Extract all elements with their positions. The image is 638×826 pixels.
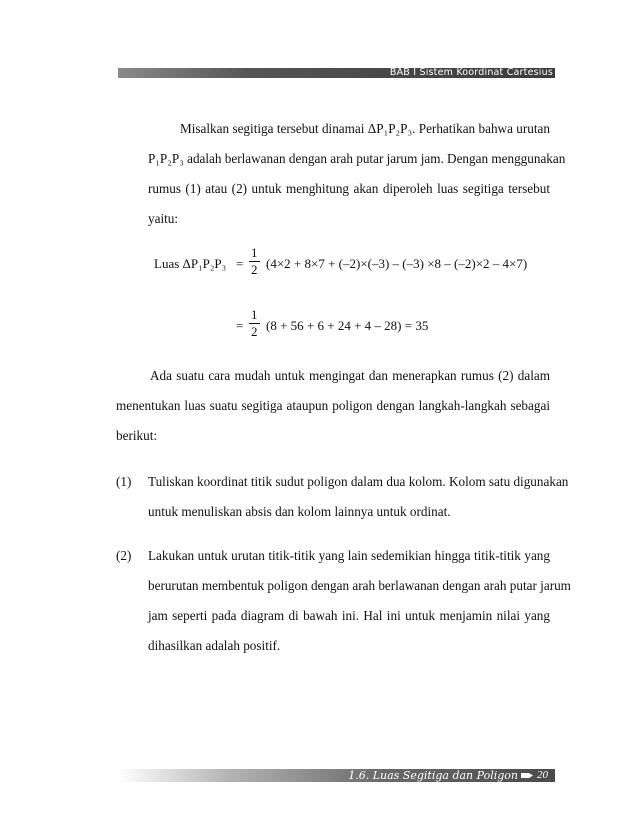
step-2-marker: (2) xyxy=(116,548,132,563)
equation-expr-2: (8 + 56 + 6 + 24 + 4 – 28) = 35 xyxy=(266,318,429,333)
intro-line-4: yaitu: xyxy=(148,211,179,226)
chapter-title: BAB I Sistem Koordinat Cartesius xyxy=(389,67,553,78)
fraction-1 xyxy=(249,245,260,278)
equation-expr-1: (4×2 + 8×7 + (–2)×(–3) – (–3) ×8 – (–2)×2 – 4×7) xyxy=(266,256,528,271)
intro-line-1: Misalkan segitiga tersebut dinamai ΔP₁P₂P₃. Perhatikan bahwa urutan xyxy=(180,121,550,136)
fraction-numerator: 1 xyxy=(251,307,258,322)
fraction-denominator: 2 xyxy=(251,324,258,339)
equation-line-1 xyxy=(154,256,226,272)
step-2-line-2: berurutan membentuk poligon dengan arah berlawanan dengan arah putar jarum xyxy=(148,578,571,593)
intro-line-2: P₁P₂P₃ adalah berlawanan dengan arah putar jarum jam. Dengan menggunakan xyxy=(148,151,566,166)
equation-lhs: Luas ΔP₁P₂P₃ xyxy=(154,256,227,271)
fraction-numerator: 1 xyxy=(251,245,258,260)
step-1-marker: (1) xyxy=(116,474,132,489)
equals-sign-1: = xyxy=(236,256,244,271)
pencil-icon xyxy=(521,772,533,779)
para2-line-1: Ada suatu cara mudah untuk mengingat dan menerapkan rumus (2) dalam xyxy=(150,368,550,383)
equals-sign-2: = xyxy=(236,318,244,333)
step-1-line-2: untuk menuliskan absis dan kolom lainnya untuk ordinat. xyxy=(148,504,451,519)
intro-line-3: rumus (1) atau (2) untuk menghitung akan diperoleh luas segitiga tersebut xyxy=(148,181,550,196)
para2-line-2: menentukan luas suatu segitiga ataupun poligon dengan langkah-langkah sebagai xyxy=(116,398,550,413)
para2-line-3: berikut: xyxy=(116,428,158,443)
step-2-line-1: Lakukan untuk urutan titik-titik yang lain sedemikian hingga titik-titik yang xyxy=(148,548,550,563)
footer-section-title: 1.6. Luas Segitiga dan Poligon xyxy=(348,769,518,782)
fraction-denominator: 2 xyxy=(251,262,258,277)
page-number: 20 xyxy=(537,769,548,781)
step-1-line-1: Tuliskan koordinat titik sudut poligon dalam dua kolom. Kolom satu digunakan xyxy=(148,474,569,489)
fraction-2 xyxy=(249,307,260,340)
step-2-line-3: jam seperti pada diagram di bawah ini. Hal ini untuk menjamin nilai yang xyxy=(148,608,550,623)
step-2-line-4: dihasilkan adalah positif. xyxy=(148,638,281,653)
